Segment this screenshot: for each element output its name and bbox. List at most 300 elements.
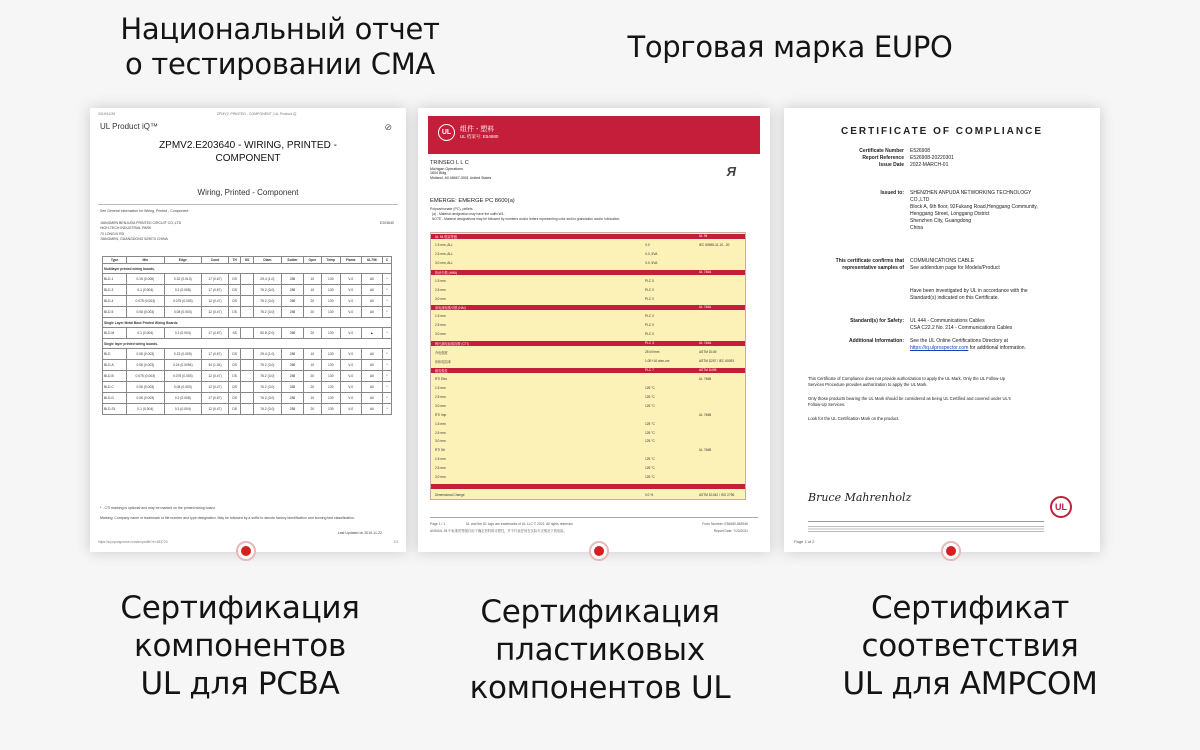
property-row [431, 314, 745, 323]
property-cell: 0.0 % [645, 493, 654, 498]
footer-report-date: Report Date: 7/23/2021 [713, 529, 748, 533]
table-cell: 288 [282, 285, 304, 296]
ul-product-iq-brand: UL Product iQ™ [100, 122, 158, 131]
property-row [431, 466, 745, 475]
table-section-row [103, 339, 392, 349]
property-row [431, 234, 745, 239]
table-cell: 288 [282, 404, 304, 415]
table-cell: * [383, 274, 392, 285]
online-directory-link[interactable]: https://iq.ulprospector.com [910, 345, 969, 351]
property-cell: 3.0 mm [435, 332, 446, 337]
caption-line: UL для AMPCOM [842, 665, 1098, 702]
table-header-cell: Oper [304, 257, 322, 264]
table-cell: V-0 [340, 382, 361, 393]
table-cell: All [361, 360, 382, 371]
table-cell: 288 [282, 328, 304, 339]
property-cell: RTI Str [435, 448, 446, 453]
table-cell: 20 [304, 382, 322, 393]
table-cell: * [383, 382, 392, 393]
table-cell: 130 [321, 274, 340, 285]
table-cell: 288 [282, 382, 304, 393]
table-cell: 34 (1.34) [202, 360, 229, 371]
table-cell: 0.1 (0.004) [164, 404, 201, 415]
table-cell: 20 [304, 371, 322, 382]
table-cell: V-0 [340, 360, 361, 371]
table-cell: 0.075 (0.003) [164, 371, 201, 382]
property-row [431, 279, 745, 288]
address-line: Michigan Operations [430, 166, 463, 171]
property-cell: 3.0 mm [435, 403, 446, 408]
table-cell: 288 [282, 274, 304, 285]
additional-label: Additional Information: [849, 338, 904, 344]
property-row [431, 261, 745, 270]
property-row [431, 431, 745, 440]
property-cell: V-0 [645, 242, 650, 247]
property-cell: 3.0 mm, ALL [435, 260, 453, 265]
property-row [431, 359, 745, 368]
property-cell: 3.0 mm [435, 439, 446, 444]
standards-label: Standard(s) for Safety: [850, 318, 904, 324]
property-cell: 125 °C [645, 421, 655, 426]
property-row [431, 395, 745, 404]
property-cell: ASTM D257 / IEC 60093 [699, 359, 735, 364]
table-cell: BLD-5 [103, 307, 127, 318]
table-cell: 17 (0.67) [202, 274, 229, 285]
table-cell: 0.1 (0.004) [164, 328, 201, 339]
property-cell: UL 746B [699, 376, 712, 381]
additional-info [910, 338, 1026, 352]
property-row [431, 493, 745, 502]
property-row [431, 252, 745, 261]
table-header-cell: SS [241, 257, 253, 264]
file-code: E203640 [379, 221, 394, 225]
text-line: Services Procedure provides authorization to apply the UL Mark. [808, 381, 928, 387]
property-cell: 3.0 mm [435, 296, 446, 301]
table-row [103, 360, 392, 371]
table-cell: BLD-4 [103, 296, 127, 307]
table-cell [241, 274, 253, 285]
address-line: Henggang Street, Longgang District [910, 211, 990, 217]
property-cell: PLC 0 [645, 287, 654, 292]
standard-line: UL 444 - Communications Cables [910, 318, 985, 324]
table-cell [241, 393, 253, 404]
table-cell: 50.8 (2.0) [253, 328, 281, 339]
table-row [103, 371, 392, 382]
section-label: Single Layer Metal Base Printed Wiring Boards. [103, 318, 392, 328]
table-cell: 10 [304, 360, 322, 371]
table-cell: DS [228, 393, 241, 404]
label: Certificate Number [859, 148, 904, 154]
table-header-cell: Flame [340, 257, 361, 264]
table-cell: 0.08 (0.003) [127, 307, 164, 318]
property-cell: PLC 0 [645, 296, 654, 301]
property-row [431, 323, 745, 332]
no-entry-icon: ⊘ [384, 122, 392, 132]
table-cell: 0.1 (0.004) [127, 404, 164, 415]
text-line: Have been investigated by UL in accordance with the [910, 288, 1028, 294]
table-cell: BLD-C [103, 382, 127, 393]
table-cell [241, 404, 253, 415]
table-cell: DS [228, 285, 241, 296]
ul-mark-icon: UL [1050, 496, 1072, 518]
property-cell: UL 746B [699, 412, 712, 417]
address-line: HIGH-TECH INDUSTRIAL PARK [100, 226, 152, 231]
table-cell: V-0 [340, 404, 361, 415]
table-cell: 130 [321, 349, 340, 360]
indicator-dot-icon [589, 541, 609, 561]
table-cell: All [361, 296, 382, 307]
property-cell: 1.5 mm [435, 421, 446, 426]
property-row [431, 439, 745, 448]
table-cell: DS [228, 371, 241, 382]
property-cell: 3.0 mm [435, 475, 446, 480]
table-row [103, 285, 392, 296]
note-line: NOTE - Material designations may be followed by numbers and/or letters representing color and/or granulation and/or lubrication. [432, 216, 621, 221]
company-address [430, 160, 491, 180]
table-cell: 10 [304, 393, 322, 404]
property-cell: UL 94 燃烧等级 [435, 235, 458, 239]
table-cell: All [361, 285, 382, 296]
cert-labels [794, 148, 904, 169]
property-row [431, 368, 745, 373]
footer-disclaimer: ANSI/UL 94 中标准的等级仅用于确定材料的可燃性，并不代表任何在实际火灾情况下的危险。 [430, 529, 567, 533]
indicator-dot-icon [941, 541, 961, 561]
caption-line: соответствия [861, 627, 1079, 664]
table-cell: 0.08 (0.003) [127, 349, 164, 360]
table-cell: DS [228, 274, 241, 285]
table-cell: V-0 [340, 274, 361, 285]
table-cell [241, 328, 253, 339]
table-cell: 20 [304, 328, 322, 339]
property-cell: V-0, 5VA [645, 260, 658, 265]
address-line: CO.,LTD [910, 197, 930, 203]
table-cell: BLD-M [103, 328, 127, 339]
table-cell: 0.08 (0.003) [164, 382, 201, 393]
table-cell: SS [228, 328, 241, 339]
property-cell: UL 746B [699, 448, 712, 453]
property-cell: PLC 0 [645, 323, 654, 328]
table-cell: BLD-1 [103, 274, 127, 285]
page-number: Page 1 of 2 [794, 539, 815, 544]
property-row [431, 386, 745, 395]
caption-pcba-certification [60, 590, 420, 703]
table-cell: 130 [321, 404, 340, 415]
table-section-row [103, 318, 392, 328]
property-cell: ASTM D149 [699, 350, 717, 355]
table-cell [241, 307, 253, 318]
table-cell: 130 [321, 296, 340, 307]
property-row [431, 377, 745, 386]
table-cell: 0.1 (0.004) [127, 285, 164, 296]
table-cell: 0.23 (0.009) [164, 349, 201, 360]
property-cell: 1.5 mm [435, 385, 446, 390]
table-header-cell: TH [228, 257, 241, 264]
company-address [100, 221, 181, 242]
property-cell: UL 746A [699, 269, 712, 274]
table-cell: All [361, 349, 382, 360]
issue-date: 2022-MARCH-01 [910, 162, 949, 168]
property-row [431, 305, 745, 310]
table-cell: 0.075 (0.003) [127, 371, 164, 382]
property-cell: 125 °C [645, 475, 655, 480]
address-line: Midland, MI 48667-0001 United States [430, 175, 492, 180]
text-line: See the UL Online Certifications Directory at [910, 338, 1008, 344]
address-line: JIANGMEN, GUANGDONG 529070 CHINA [100, 236, 168, 241]
table-header-cell: Min [127, 257, 164, 264]
doc-subtitle: Wiring, Printed - Component [197, 188, 299, 197]
table-cell: DS [228, 349, 241, 360]
table-cell: All [361, 393, 382, 404]
label: This certificate confirms that [835, 258, 904, 264]
property-cell: 相比漏电起痕指数 (CTI) [435, 342, 469, 347]
standards-list [910, 318, 1012, 332]
caption-plastic-certification [420, 594, 780, 707]
property-cell: UL 746A [699, 305, 712, 310]
page-number: Page 1 / 1 [430, 522, 446, 526]
label: Issue Date [878, 162, 904, 168]
label: Report Reference [862, 155, 904, 161]
table-cell: 0.32 (0.013) [164, 274, 201, 285]
property-cell: 125 °C [645, 439, 655, 444]
property-cell: 125 °C [645, 430, 655, 435]
issued-to-label: Issued to: [880, 190, 904, 196]
indicator-dot-icon [236, 541, 256, 561]
label: representative samples of [842, 265, 904, 271]
table-cell: 20 [304, 296, 322, 307]
table-cell: 76.2 (3.0) [253, 404, 281, 415]
doc-url: https://iq.ulprospector.com/en/profile?e=383720 [98, 540, 168, 544]
pcba-ul-certificate-document [90, 108, 406, 552]
property-cell: 2.5 mm [435, 287, 446, 292]
table-row [103, 404, 392, 415]
table-cell: * [383, 349, 392, 360]
doc-date: 2019/11/26 [98, 112, 116, 116]
table-cell: 10 [304, 274, 322, 285]
table-cell [241, 360, 253, 371]
property-row [431, 332, 745, 341]
property-row [431, 422, 745, 431]
table-cell: 20 [304, 404, 322, 415]
table-header-cell: Cond [202, 257, 229, 264]
property-cell: 125 °C [645, 385, 655, 390]
table-cell: 0.1 (0.004) [127, 328, 164, 339]
table-cell: 76.2 (3.0) [253, 360, 281, 371]
table-header-cell: Edge [164, 257, 201, 264]
table-row [103, 274, 392, 285]
product-line: COMMUNICATIONS CABLE [910, 258, 975, 264]
table-cell: 288 [282, 296, 304, 307]
table-cell [241, 382, 253, 393]
property-cell: 125 °C [645, 394, 655, 399]
property-cell: 2.5 mm, ALL [435, 251, 453, 256]
table-cell: 130 [321, 382, 340, 393]
property-cell: 1.5 mm, ALL [435, 242, 453, 247]
table-cell: 0.08 (0.003) [127, 393, 164, 404]
text-line: Standard(s) indicated on this Certificate. [910, 295, 999, 301]
table-cell: 12 (0.47) [202, 307, 229, 318]
property-cell: V-0, 5VA [645, 251, 658, 256]
property-row [431, 413, 745, 422]
table-cell: 12 (0.47) [202, 382, 229, 393]
table-row [103, 328, 392, 339]
table-cell: All [361, 371, 382, 382]
table-cell: All [361, 274, 382, 285]
ru-recognized-mark-icon: Я [726, 164, 736, 179]
property-cell: 2.5 mm [435, 430, 446, 435]
doc-title-line: COMPONENT [215, 152, 281, 164]
caption-line: компонентов [134, 627, 346, 664]
caption-line: пластиковых [495, 631, 705, 668]
standard-line: CSA C22.2 No. 214 - Communications Cables [910, 325, 1013, 331]
table-row [103, 393, 392, 404]
divider [98, 204, 398, 205]
cert-values [910, 148, 954, 169]
property-cell: 2.5 mm [435, 394, 446, 399]
table-cell: All [361, 404, 382, 415]
table-header-cell: Type [103, 257, 127, 264]
table-cell: DS [228, 360, 241, 371]
property-cell: 1.5 mm [435, 314, 446, 319]
product-name: EMERGE: EMERGE PC 8600(a) [430, 198, 515, 204]
table-cell [241, 371, 253, 382]
report-reference: E526908-20220301 [910, 155, 954, 161]
table-cell: V-0 [340, 307, 361, 318]
address-line: JIANGMEN BENJUDA PRINTED CIRCUIT CO.,LTD [100, 221, 182, 225]
table-cell: 12 (0.47) [202, 371, 229, 382]
table-cell: 0.075 (0.003) [164, 296, 201, 307]
material-type: Polycarbonate (PC), pellets [430, 207, 473, 211]
table-cell: BLD-B [103, 371, 127, 382]
address-line: Shenzhen City, Guangdong [910, 218, 972, 224]
table-cell: V-0 [340, 296, 361, 307]
table-cell: 288 [282, 349, 304, 360]
property-row [431, 404, 745, 413]
band-subtitle: UL 档案号: E54680 [460, 134, 499, 139]
last-updated: Last Updated on 2019-11-22 [337, 531, 382, 535]
product-line: See addendum page for Models/Product [910, 265, 1000, 271]
property-cell: PLC 0 [645, 314, 654, 319]
certificate-number: E526908 [910, 148, 931, 154]
doc-note: See General Information for Wiring, Printed - Component [100, 209, 189, 213]
table-cell: All [361, 382, 382, 393]
doc-title-line: ZPMV2.E203640 - WIRING, PRINTED - [159, 140, 337, 151]
table-cell: 0.08 (0.003) [127, 360, 164, 371]
compliance-paragraph [808, 376, 1086, 388]
property-cell: RTI Imp [435, 412, 447, 417]
table-header-cell: UL796 [361, 257, 382, 264]
table-header-cell: Temp [321, 257, 340, 264]
table-cell: 130 [321, 371, 340, 382]
table-header-cell: Diam [253, 257, 281, 264]
table-cell: * [383, 360, 392, 371]
table-cell: 25.4 (1.0) [253, 274, 281, 285]
property-row [431, 484, 745, 489]
table-cell: 0.08 (0.003) [164, 307, 201, 318]
table-cell: 76.2 (3.0) [253, 285, 281, 296]
table-cell: BLD-S1 [103, 404, 127, 415]
follow-up-paragraph [808, 396, 1086, 408]
table-cell: DS [228, 404, 241, 415]
property-cell: 125 °C [645, 466, 655, 471]
table-cell: * [383, 296, 392, 307]
table-cell: 288 [282, 360, 304, 371]
table-cell: 17 (0.67) [202, 285, 229, 296]
table-cell: V-0 [340, 393, 361, 404]
table-cell: 0.08 (0.003) [127, 382, 164, 393]
divider [808, 521, 1044, 522]
table-row [103, 382, 392, 393]
text-fragment: for additional information. [969, 345, 1026, 351]
address-line: 1604 Bldg [430, 171, 447, 176]
table-header-cell: Solder [282, 257, 304, 264]
property-cell: 125 °C [645, 457, 655, 462]
caption-line: о тестировании CMA [125, 47, 435, 82]
caption-line: компонентов UL [469, 669, 731, 706]
table-cell: * [383, 307, 392, 318]
property-cell: UL 94 [699, 234, 708, 238]
property-cell: PLC 0 [645, 278, 654, 283]
table-cell: 130 [321, 360, 340, 371]
address-line: Block A, 6th floor, 92Fukang Road,Henggang Community, [910, 204, 1038, 210]
property-cell: UL 746A [699, 341, 712, 346]
table-header-row [103, 257, 392, 264]
confirms-label [794, 258, 904, 272]
property-row [431, 448, 745, 457]
table-cell: BLD [103, 349, 127, 360]
property-cell: PLC 7 [645, 368, 654, 372]
issued-to-address [910, 190, 1038, 232]
page-number: 1/3 [393, 540, 398, 544]
property-cell: 2.5 mm [435, 323, 446, 328]
footer-trademark: UL and the UL logo are trademarks of UL LLC © 2021. All rights reserved. [466, 522, 574, 526]
address-line: 70 LONGXI RD [100, 231, 125, 236]
property-cell: 1.5 mm [435, 457, 446, 462]
table-cell: 20 [304, 307, 322, 318]
property-cell: 1.5 mm [435, 278, 446, 283]
property-cell: 高电流电弧引燃 (HAI) [435, 306, 466, 311]
text-line: Follow-Up Services. [808, 401, 846, 407]
fine-print [808, 526, 1044, 532]
ampcom-compliance-certificate-document [784, 108, 1100, 552]
table-cell: 76.2 (3.0) [253, 307, 281, 318]
table-row [103, 296, 392, 307]
table-cell: V-0 [340, 349, 361, 360]
property-cell: 25 kV/mm [645, 350, 660, 355]
caption-line: Национальный отчет [120, 12, 440, 46]
caption-line: Сертификат [870, 590, 1070, 626]
table-cell: 0.2 (0.008) [164, 285, 201, 296]
table-cell: BLD-3 [103, 285, 127, 296]
table-cell: 288 [282, 371, 304, 382]
table-cell: BLD-A [103, 360, 127, 371]
ul-logo-icon: UL [438, 124, 455, 141]
doc-title [110, 140, 386, 165]
property-cell: 耐电弧性 [435, 369, 448, 373]
certificate-title: CERTIFICATE OF COMPLIANCE [840, 126, 1044, 137]
table-cell [241, 349, 253, 360]
table-section-row [103, 264, 392, 274]
table-cell: All [361, 307, 382, 318]
property-row [431, 341, 745, 346]
property-cell: Dimensional Change [435, 493, 465, 498]
table-cell [241, 285, 253, 296]
section-label: Multilayer printed wiring boards. [103, 264, 392, 274]
property-cell: 介电强度 [435, 351, 448, 356]
spec-table [102, 256, 392, 415]
property-row [431, 288, 745, 297]
table-cell: DS [228, 307, 241, 318]
table-cell: 17 (0.67) [202, 393, 229, 404]
